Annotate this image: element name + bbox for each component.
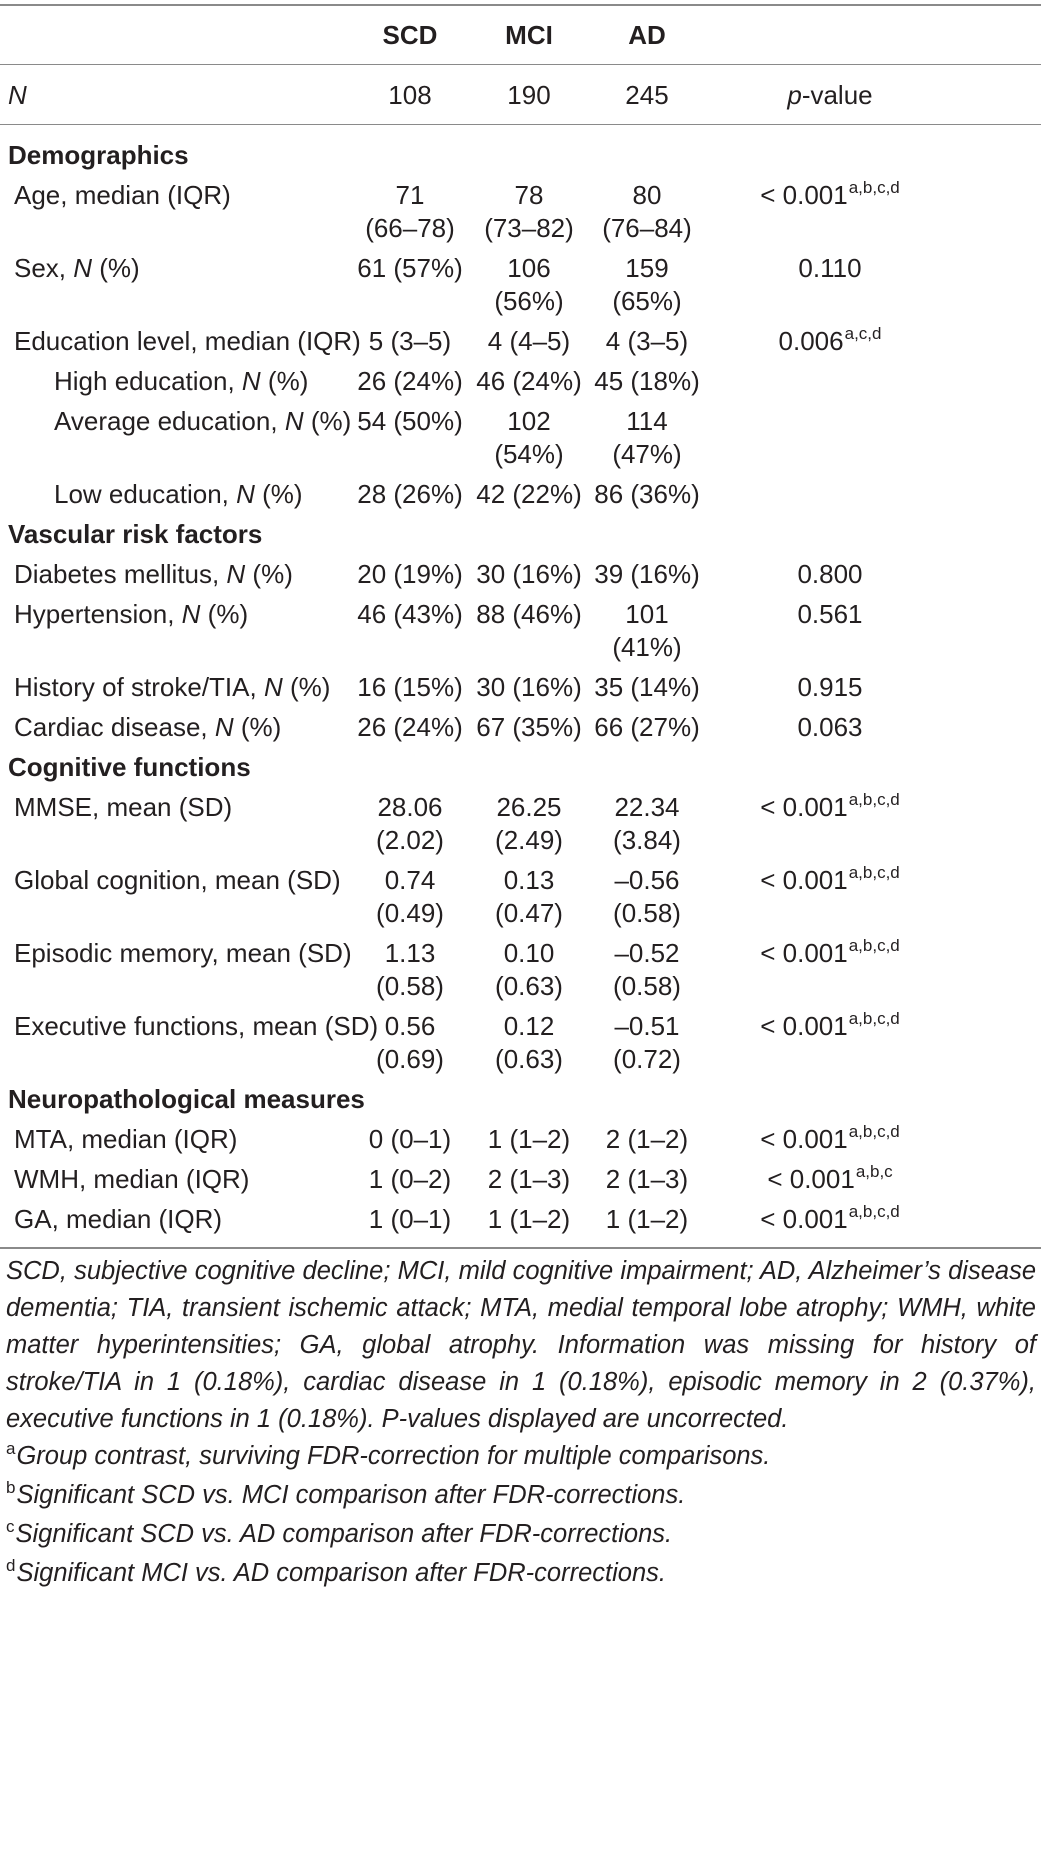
cell-mci: 78 bbox=[514, 180, 544, 210]
cell-ad: (65%) bbox=[612, 286, 682, 316]
cell-ad: 39 (16%) bbox=[594, 559, 700, 589]
cell-scd: (0.58) bbox=[376, 971, 444, 1001]
cell-mci: (0.63) bbox=[495, 971, 563, 1001]
n-label: N bbox=[8, 80, 27, 110]
n-mci: 190 bbox=[507, 80, 551, 110]
cell-ad: (0.58) bbox=[613, 971, 681, 1001]
n-rule bbox=[0, 124, 1041, 125]
cell-mci: (56%) bbox=[494, 286, 564, 316]
section-title: Demographics bbox=[8, 140, 189, 170]
cell-scd: 28.06 bbox=[377, 792, 443, 822]
cell-ad: –0.51 bbox=[614, 1011, 680, 1041]
cell-mci: 42 (22%) bbox=[476, 479, 582, 509]
header-mci: MCI bbox=[505, 20, 553, 50]
cell-scd: 26 (24%) bbox=[357, 366, 463, 396]
bottom-rule bbox=[0, 1247, 1041, 1249]
cell-scd: 5 (3–5) bbox=[368, 326, 452, 356]
cell-mci: 2 (1–3) bbox=[487, 1164, 571, 1194]
cell-scd: 20 (19%) bbox=[357, 559, 463, 589]
cell-p-value: 0.561 bbox=[797, 599, 863, 629]
cell-mci: (2.49) bbox=[495, 825, 563, 855]
cell-p-value: 0.110 bbox=[798, 253, 862, 283]
n-scd: 108 bbox=[388, 80, 432, 110]
cell-mci: (54%) bbox=[494, 439, 564, 469]
cell-p-value: < $0.001^{a,b,c,d}$ bbox=[760, 936, 900, 968]
cell-mci: 30 (16%) bbox=[476, 672, 582, 702]
cell-scd: 16 (15%) bbox=[357, 672, 463, 702]
cell-scd: 1 (0–1) bbox=[368, 1204, 452, 1234]
footnote-a: $^a$Group contrast, surviving FDR-correction for multiple comparisons. bbox=[6, 1439, 771, 1470]
cell-ad: (76–84) bbox=[602, 213, 692, 243]
cell-ad: –0.56 bbox=[614, 865, 680, 895]
cell-ad: 2 (1–2) bbox=[605, 1124, 689, 1154]
cell-ad: (0.58) bbox=[613, 898, 681, 928]
cell-p-value: 0.800 bbox=[797, 559, 863, 589]
cell-p-value: 0.915 bbox=[797, 672, 863, 702]
cell-p-value: < $0.001^{a,b,c,d}$ bbox=[760, 178, 900, 210]
cell-scd: 26 (24%) bbox=[357, 712, 463, 742]
row-label: Executive functions, mean (SD) bbox=[14, 1011, 379, 1041]
cell-p-value: < $0.001^{a,b,c}$ bbox=[767, 1162, 893, 1194]
cell-scd: 1.13 bbox=[384, 938, 436, 968]
p-value-header: p-value bbox=[787, 80, 873, 110]
cell-mci: 88 (46%) bbox=[476, 599, 582, 629]
cell-p-value: < $0.001^{a,b,c,d}$ bbox=[760, 1009, 900, 1041]
cell-mci: 0.10 bbox=[503, 938, 555, 968]
cell-mci: 106 bbox=[507, 253, 551, 283]
cell-mci: 46 (24%) bbox=[476, 366, 582, 396]
cell-scd: (2.02) bbox=[376, 825, 444, 855]
row-label: Average education, N (%) bbox=[54, 406, 352, 436]
cell-scd: (0.49) bbox=[376, 898, 444, 928]
cell-ad: (41%) bbox=[612, 632, 682, 662]
cell-ad: 114 bbox=[626, 406, 668, 436]
row-label: MMSE, mean (SD) bbox=[14, 792, 233, 822]
cell-mci: 0.12 bbox=[503, 1011, 555, 1041]
section-title: Vascular risk factors bbox=[8, 519, 263, 549]
cell-p-value: 0.063 bbox=[797, 712, 863, 742]
cell-mci: 102 bbox=[507, 406, 551, 436]
footnote-b: $^b$Significant SCD vs. MCI comparison after FDR-corrections. bbox=[6, 1478, 686, 1509]
cell-ad: 80 bbox=[632, 180, 662, 210]
cell-scd: 28 (26%) bbox=[357, 479, 463, 509]
cell-mci: (0.47) bbox=[495, 898, 563, 928]
row-label: WMH, median (IQR) bbox=[14, 1164, 250, 1194]
cell-ad: (47%) bbox=[612, 439, 682, 469]
cell-p-value: < $0.001^{a,b,c,d}$ bbox=[760, 1122, 900, 1154]
cell-scd: 0 (0–1) bbox=[368, 1124, 452, 1154]
cell-scd: 1 (0–2) bbox=[368, 1164, 452, 1194]
row-label: Cardiac disease, N (%) bbox=[14, 712, 282, 742]
cell-mci: 67 (35%) bbox=[476, 712, 582, 742]
cell-mci: 4 (4–5) bbox=[487, 326, 571, 356]
cell-ad: 101 bbox=[625, 599, 669, 629]
cell-scd: 0.74 bbox=[384, 865, 436, 895]
table-notes bbox=[6, 1253, 1036, 1594]
row-label: Age, median (IQR) bbox=[14, 180, 231, 210]
cell-ad: 1 (1–2) bbox=[605, 1204, 689, 1234]
cell-mci: 26.25 bbox=[496, 792, 562, 822]
cell-ad: 4 (3–5) bbox=[605, 326, 689, 356]
n-ad: 245 bbox=[625, 80, 669, 110]
cell-scd: 61 (57%) bbox=[357, 253, 463, 283]
cell-scd: (66–78) bbox=[365, 213, 455, 243]
cell-p-value: < $0.001^{a,b,c,d}$ bbox=[760, 863, 900, 895]
footnote-c: $^c$Significant SCD vs. AD comparison after FDR-corrections. bbox=[6, 1517, 673, 1548]
header-scd: SCD bbox=[382, 20, 438, 50]
cell-scd: 46 (43%) bbox=[357, 599, 463, 629]
row-label: Low education, N (%) bbox=[54, 479, 303, 509]
cell-mci: (73–82) bbox=[484, 213, 574, 243]
row-label: High education, N (%) bbox=[54, 366, 309, 396]
cell-ad: 86 (36%) bbox=[594, 479, 700, 509]
row-label: Sex, N (%) bbox=[14, 253, 140, 283]
cell-scd: (0.69) bbox=[376, 1044, 444, 1074]
cell-scd: 0.56 bbox=[384, 1011, 436, 1041]
row-label: GA, median (IQR) bbox=[14, 1204, 223, 1234]
row-label: Episodic memory, mean (SD) bbox=[14, 938, 352, 968]
cell-mci: (0.63) bbox=[495, 1044, 563, 1074]
top-rule bbox=[0, 4, 1041, 6]
row-label: MTA, median (IQR) bbox=[14, 1124, 238, 1154]
header-rule bbox=[0, 64, 1041, 65]
cell-ad: (3.84) bbox=[613, 825, 681, 855]
row-label: Hypertension, N (%) bbox=[14, 599, 249, 629]
section-title: Neuropathological measures bbox=[8, 1084, 365, 1114]
section-title: Cognitive functions bbox=[8, 752, 251, 782]
abbreviations-note: SCD, subjective cognitive decline; MCI, mild cognitive impairment; AD, Alzheimer’s disease dementia; TIA, transient ischemic attack; MTA, medial temporal lobe atrophy; WMH, white matter hyperintensities; GA, global atrophy. Information was missing for history of stroke/TIA in 1 (0.18%), cardiac disease in 1 (0.18%), episodic memory in 2 (0.37%), executive functions in 1 (0.18%). P-values displayed are uncorrected. bbox=[6, 1257, 1036, 1433]
cell-mci: 1 (1–2) bbox=[487, 1204, 571, 1234]
cell-ad: 66 (27%) bbox=[594, 712, 700, 742]
cell-scd: 54 (50%) bbox=[357, 406, 463, 436]
cell-ad: 2 (1–3) bbox=[605, 1164, 689, 1194]
cell-ad: 35 (14%) bbox=[594, 672, 700, 702]
row-label: History of stroke/TIA, N (%) bbox=[14, 672, 331, 702]
cell-ad: 159 bbox=[625, 253, 669, 283]
cell-ad: (0.72) bbox=[613, 1044, 681, 1074]
footnote-d: $^d$Significant MCI vs. AD comparison after FDR-corrections. bbox=[6, 1556, 666, 1587]
cell-p-value: 0.006$^{a,c,d}$ bbox=[778, 324, 882, 356]
cell-ad: 45 (18%) bbox=[594, 366, 700, 396]
cell-mci: 1 (1–2) bbox=[487, 1124, 571, 1154]
cell-ad: –0.52 bbox=[614, 938, 680, 968]
cell-mci: 0.13 bbox=[503, 865, 555, 895]
row-label: Global cognition, mean (SD) bbox=[14, 865, 341, 895]
cell-scd: 71 bbox=[395, 180, 425, 210]
header-ad: AD bbox=[628, 20, 666, 50]
cell-ad: 22.34 bbox=[614, 792, 680, 822]
cell-mci: 30 (16%) bbox=[476, 559, 582, 589]
cell-p-value: < $0.001^{a,b,c,d}$ bbox=[760, 790, 900, 822]
row-label: Diabetes mellitus, N (%) bbox=[14, 559, 293, 589]
cell-p-value: < $0.001^{a,b,c,d}$ bbox=[760, 1202, 900, 1234]
row-label: Education level, median (IQR) bbox=[14, 326, 361, 356]
